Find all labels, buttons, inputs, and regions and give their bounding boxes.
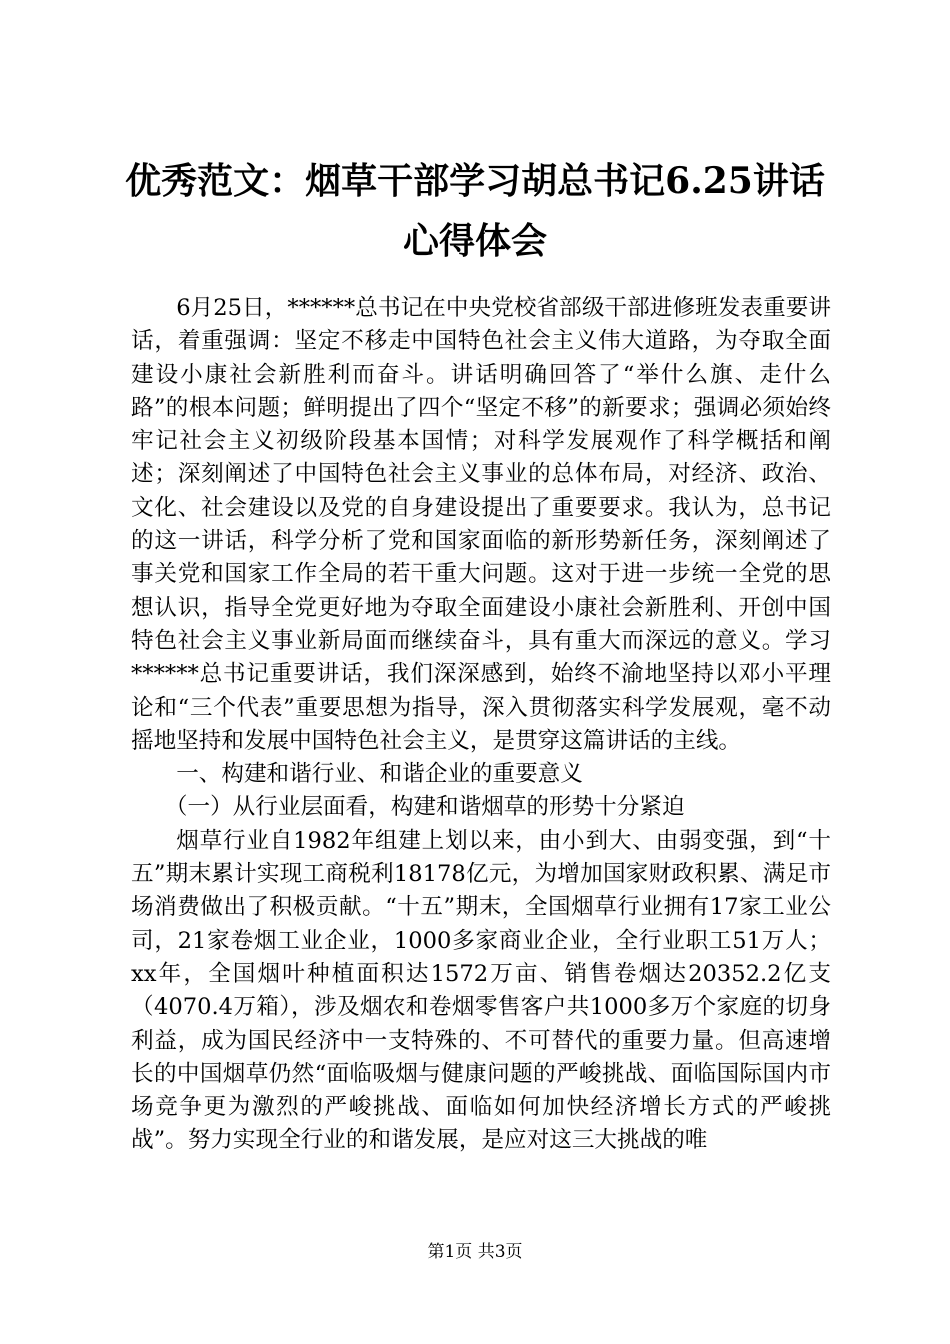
document-title-line-2: 心得体会 xyxy=(402,220,547,262)
subsection-heading: （一）从行业层面看，构建和谐烟草的形势十分紧迫 xyxy=(164,794,685,821)
document-title-line-1: 优秀范文：烟草干部学习胡总书记6.25讲话 xyxy=(125,160,825,202)
section-heading: 一、构建和谐行业、和谐企业的重要意义 xyxy=(176,761,583,788)
body-paragraph-industry: 烟草行业自1982年组建上划以来，由小到大、由弱变强，到“十五”期末累计实现工商税利18178亿元，为增加国家财政积累、满足市场消费做出了积极贡献。“十五”期末，全国烟草行业拥有17家工业公司，21家卷烟工业企业，1000多家商业企业，全行业职工51万人；xx年，全国烟叶种植面积达1572万亩、销售卷烟达20352.2亿支（4070.4万箱），涉及烟农和卷烟零售客户共1000多万个家庭的切身利益，成为国民经济中一支特殊的、不可替代的重要力量。但高速增长的中国烟草仍然“面临吸烟与健康问题的严峻挑战、面临国际国内市场竞争更为激烈的严峻挑战、面临如何加快经济增长方式的严峻挑战”。努力实现全行业的和谐发展，是应对这三大挑战的唯 xyxy=(131,827,831,1154)
page-number-footer: 第1页 共3页 xyxy=(427,1242,523,1262)
document-body xyxy=(131,292,831,1158)
body-paragraph-intro: 6月25日，******总书记在中央党校省部级干部进修班发表重要讲话，着重强调：坚定不移走中国特色社会主义伟大道路，为夺取全面建设小康社会新胜利而奋斗。讲话明确回答了“举什么旗、走什么路”的根本问题；鲜明提出了四个“坚定不移”的新要求；强调必须始终牢记社会主义初级阶段基本国情；对科学发展观作了科学概括和阐述；深刻阐述了中国特色社会主义事业的总体布局，对经济、政治、文化、社会建设以及党的自身建设提出了重要要求。我认为，总书记的这一讲话，科学分析了党和国家面临的新形势新任务，深刻阐述了事关党和国家工作全局的若干重大问题。这对于进一步统一全党的思想认识，指导全党更好地为夺取全面建设小康社会新胜利、开创中国特色社会主义事业新局面而继续奋斗，具有重大而深远的意义。学习******总书记重要讲话，我们深深感到，始终不渝地坚持以邓小平理论和“三个代表”重要思想为指导，深入贯彻落实科学发展观，毫不动摇地坚持和发展中国特色社会主义，是贯穿这篇讲话的主线。 xyxy=(131,295,831,754)
